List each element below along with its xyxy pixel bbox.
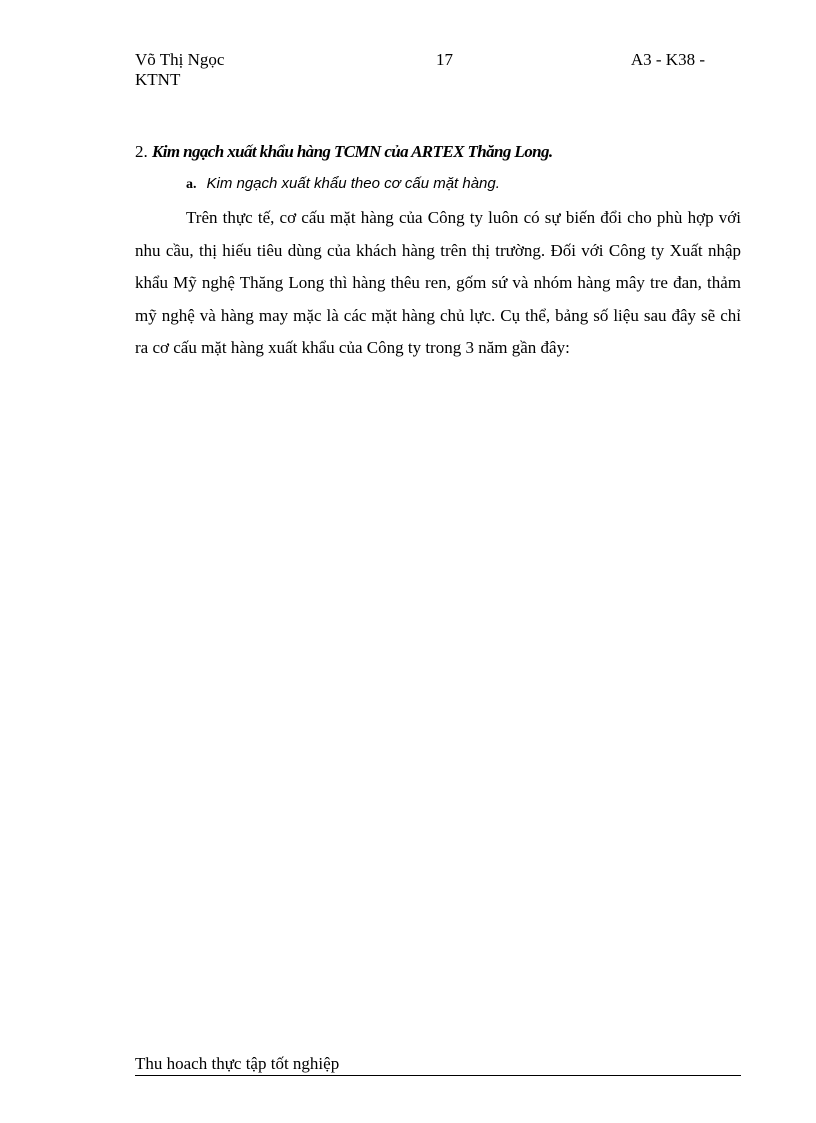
body-paragraph: Trên thực tế, cơ cấu mặt hàng của Công ty luôn có sự biến đổi cho phù hợp với nhu cầu, thị hiếu tiêu dùng của khách hàng trên thị trường. Đối với Công ty Xuất nhập khẩu Mỹ nghệ Thăng Long thì hàng thêu ren, gốm sứ và nhóm hàng mây tre đan, thảm mỹ nghệ và hàng may mặc là các mặt hàng chủ lực. Cụ thể, bảng số liệu sau đây sẽ chỉ ra cơ cấu mặt hàng xuất khẩu của Công ty trong 3 năm gần đây: [135, 208, 741, 357]
section-number: 2. [135, 142, 148, 161]
header-class-code: A3 - K38 - [630, 50, 705, 69]
section-title: Kim ngạch xuất khẩu hàng TCMN của ARTEX Thăng Long. [152, 142, 553, 161]
header-author: Võ Thị Ngọc KTNT [135, 50, 225, 89]
subsection-heading [186, 173, 500, 196]
subsection-title: Kim ngạch xuất khẩu theo cơ cấu mặt hàng. [206, 175, 500, 192]
page-footer: Thu hoach thực tập tốt nghiệp [135, 1053, 741, 1076]
section-heading [135, 141, 553, 163]
header-page-number: 17 [436, 50, 453, 69]
page-header [135, 50, 741, 94]
subsection-number: a. [186, 177, 197, 192]
